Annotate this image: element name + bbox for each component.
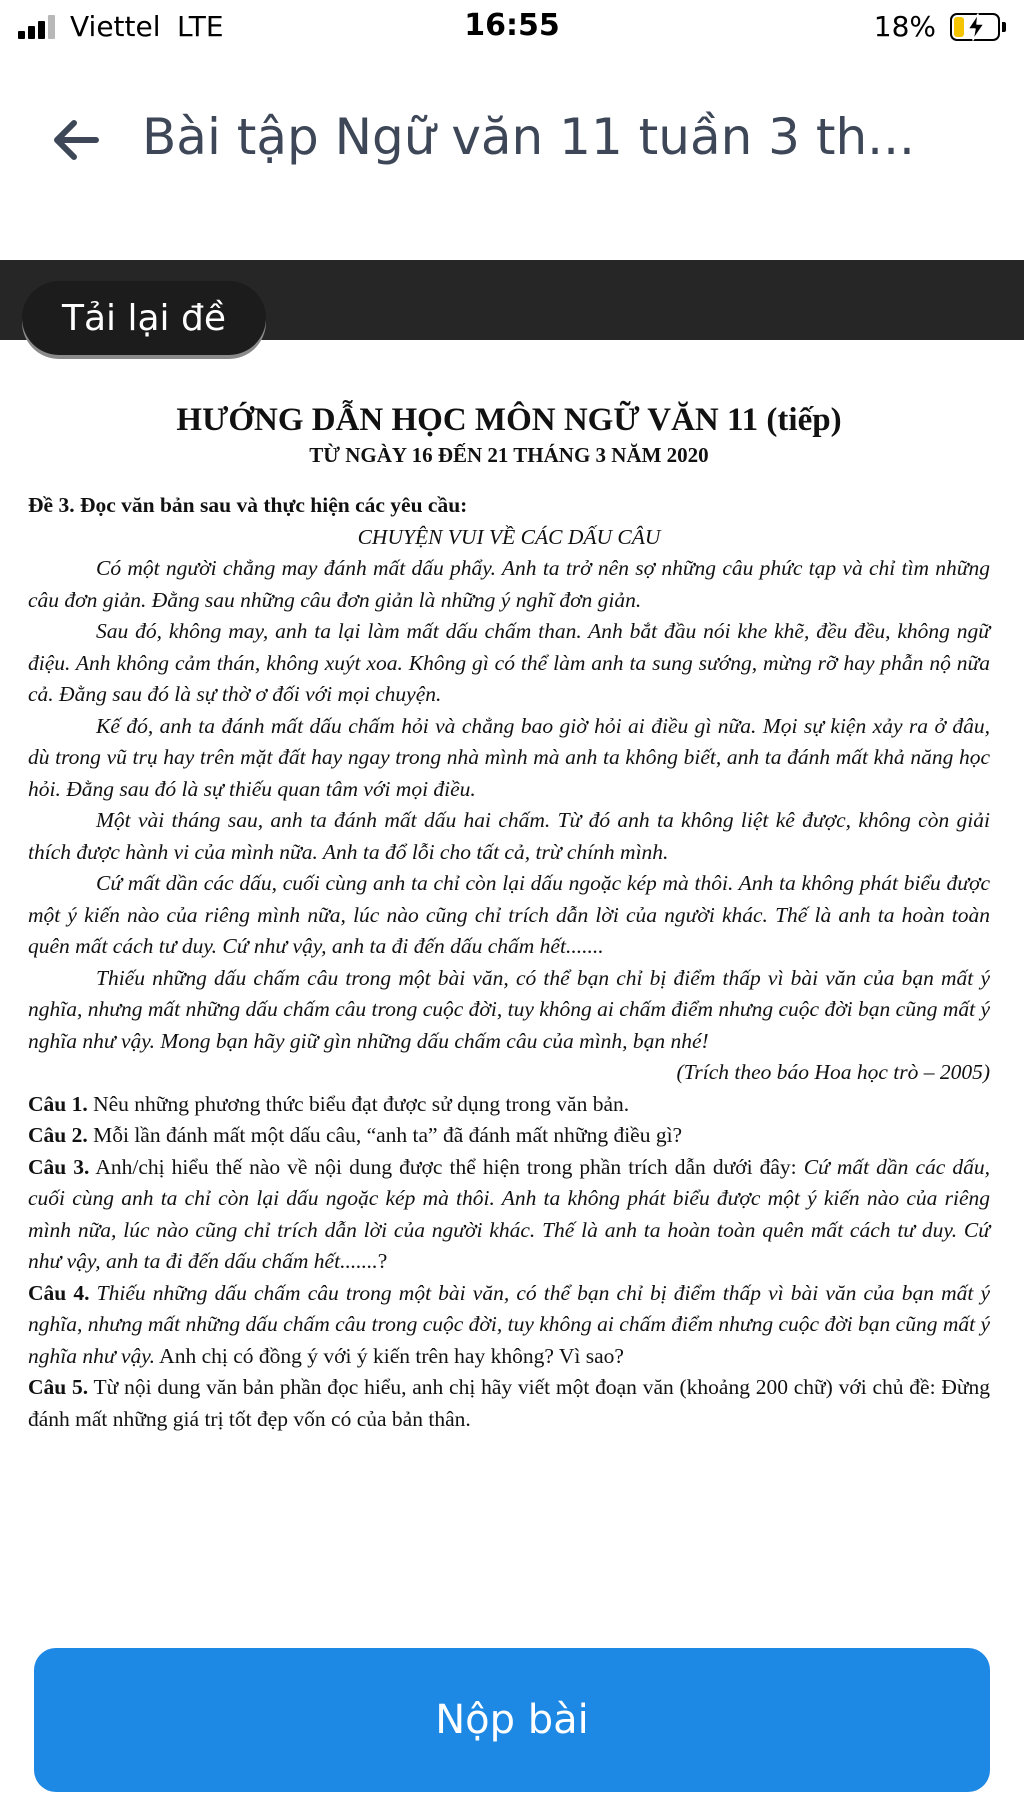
submit-button[interactable]: Nộp bài (34, 1648, 990, 1792)
source-citation: (Trích theo báo Hoa học trò – 2005) (676, 1060, 990, 1084)
status-time: 16:55 (464, 8, 560, 43)
question-text (90, 1281, 97, 1305)
app-header (0, 54, 1024, 260)
question-5 (28, 1372, 990, 1435)
arrow-left-icon (48, 112, 104, 168)
story-title: CHUYỆN VUI VỀ CÁC DẤU CÂU (357, 524, 661, 549)
question-2 (28, 1120, 990, 1152)
story-paragraph: Cứ mất dần các dấu, cuối cùng anh ta chỉ còn lại dấu ngoặc kép mà thôi. Anh ta không phát biểu được một ý kiến nào của riêng mình nữa, lúc nào cũng chỉ trích dẫn lời của người khác. Thế là anh ta hoàn toàn quên mất cách tư duy. Cứ như vậy, anh ta đi đến dấu chấm hết....... (28, 871, 990, 958)
question-4 (28, 1278, 990, 1373)
question-label: Câu 4. (28, 1280, 90, 1305)
question-text: Nêu những phương thức biểu đạt được sử dụng trong văn bản. (87, 1091, 630, 1116)
story-paragraph: Sau đó, không may, anh ta lại làm mất dấu chấm than. Anh bắt đầu nói khe khẽ, đều đều, không ngữ điệu. Anh không cảm thán, không xuýt xoa. Không gì có thể làm anh ta sung sướng, mừng rỡ hay phẫn nộ nữa cả. Đằng sau đó là sự thờ ơ đối với mọi chuyện. (28, 619, 990, 706)
exam-prompt: Đề 3. Đọc văn bản sau và thực hiện các yêu cầu: (28, 493, 468, 517)
question-label: Câu 5. (28, 1375, 89, 1399)
carrier-name: Viettel (70, 10, 161, 43)
story-paragraph: Thiếu những dấu chấm câu trong một bài văn, có thể bạn chỉ bị điểm thấp vì bài văn của bạn mất ý nghĩa, nhưng mất những dấu chấm câu trong cuộc đời, tuy không ai chấm điểm nhưng cuộc đời bạn cũng mất ý nghĩa như vậy. Mong bạn hãy giữ gìn những dấu chấm câu của mình, bạn nhé! (28, 965, 990, 1053)
question-label: Câu 1. (28, 1091, 88, 1116)
document-title: HƯỚNG DẪN HỌC MÔN NGỮ VĂN 11 (tiếp) (176, 402, 842, 438)
question-label: Câu 2. (28, 1123, 88, 1147)
question-text: Từ nội dung văn bản phần đọc hiểu, anh chị hãy viết một đoạn văn (khoảng 200 chữ) với chủ đề: Đừng đánh mất những giá trị tốt đẹp vốn có của bản thân. (28, 1375, 991, 1431)
question-tail: Anh chị có đồng ý với ý kiến trên hay không? Vì sao? (154, 1343, 624, 1368)
question-quote: Thiếu những dấu chấm câu trong một bài văn, có thể bạn chỉ bị điểm thấp vì bài văn của bạn mất ý nghĩa, nhưng mất những dấu chấm câu trong cuộc đời, tuy không ai chấm điểm nhưng cuộc đời bạn cũng mất ý nghĩa như vậy. (28, 1280, 991, 1368)
network-type: LTE (177, 10, 224, 43)
status-bar (0, 0, 1024, 54)
question-tail: ? (377, 1249, 388, 1273)
question-quote: Cứ mất dần các dấu, cuối cùng anh ta chỉ còn lại dấu ngoặc kép mà thôi. Anh ta không phát biểu được một ý kiến nào của riêng mình nữa, lúc nào cũng chỉ trích dẫn lời của người khác. Thế là anh ta hoàn toàn quên mất cách tư duy. Cứ như vậy, anh ta đi đến dấu chấm hết....... (28, 1154, 991, 1273)
page-title: Bài tập Ngữ văn 11 tuần 3 th... (142, 108, 915, 166)
story-paragraph: Một vài tháng sau, anh ta đánh mất dấu hai chấm. Từ đó anh ta không liệt kê được, không còn giải thích được hành vi của mình nữa. Anh ta đổ lỗi cho tất cả, trừ chính mình. (28, 808, 990, 864)
exam-document (28, 400, 990, 1435)
question-1 (28, 1089, 990, 1121)
back-button[interactable] (48, 112, 104, 168)
story-paragraph: Có một người chẳng may đánh mất dấu phẩy. Anh ta trở nên sợ những câu phức tạp và chỉ tìm những câu đơn giản. Đằng sau những câu đơn giản là những ý nghĩ đơn giản. (28, 556, 990, 612)
question-text: Mỗi lần đánh mất một dấu câu, “anh ta” đã đánh mất những điều gì? (87, 1123, 683, 1147)
question-3 (28, 1152, 990, 1278)
question-label: Câu 3. (28, 1154, 90, 1179)
battery-charging-icon (950, 13, 1006, 41)
story-paragraph: Kế đó, anh ta đánh mất dấu chấm hỏi và chẳng bao giờ hỏi ai điều gì nữa. Mọi sự kiện xảy ra ở đâu, dù trong vũ trụ hay trên mặt đất hay ngay trong nhà mình mà anh ta không biết, anh ta đánh mất khả năng học hỏi. Đằng sau đó là sự thiếu quan tâm với mọi điều. (28, 713, 990, 801)
document-subtitle: TỪ NGÀY 16 ĐẾN 21 THÁNG 3 NĂM 2020 (309, 443, 709, 467)
reload-exam-button[interactable]: Tải lại đề (22, 281, 266, 355)
question-text: Anh/chị hiểu thế nào về nội dung được thể hiện trong phần trích dẫn dưới đây: (89, 1154, 804, 1179)
battery-percent: 18% (873, 10, 936, 43)
